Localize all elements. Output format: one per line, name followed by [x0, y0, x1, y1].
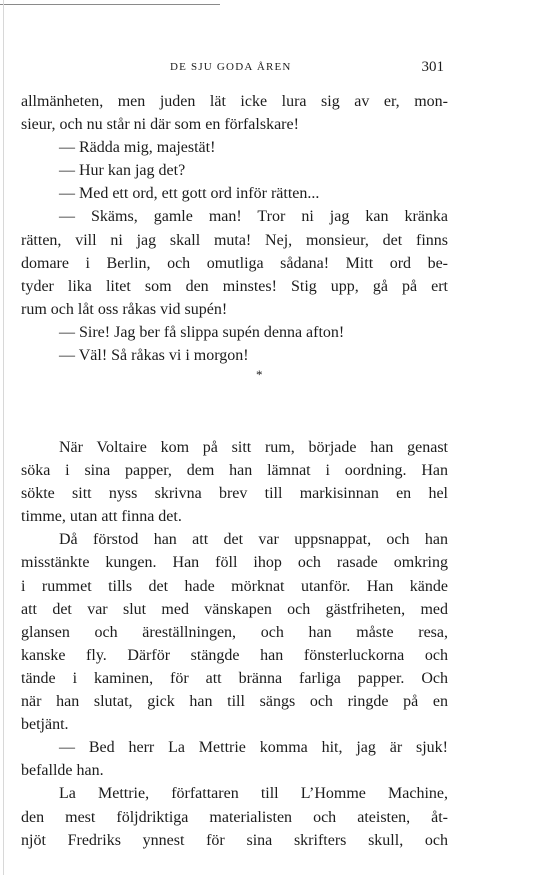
text-line: — Med ett ord, ett gott ord inför rätten... [59, 185, 320, 203]
text-line: Då förstod han att det var uppsnappat, och han [59, 531, 448, 549]
scan-left-edge [3, 0, 4, 875]
text-line: den mest följdriktiga materialisten och ateisten, åt- [21, 808, 448, 826]
text-line: — Sire! Jag ber få slippa supén denna afton! [59, 323, 345, 341]
text-line: sieur, och nu står ni där som en förfalskare! [21, 116, 299, 134]
text-line: — Rädda mig, majestät! [59, 139, 216, 157]
running-header [0, 61, 536, 81]
text-line: allmänheten, men juden lät icke lura sig av er, mon- [21, 93, 448, 110]
text-line: — Väl! Så råkas vi i morgon! [59, 347, 249, 365]
text-line: tyder lika litet som den minstes! Stig upp, gå på ert [21, 277, 448, 295]
scan-top-rule [0, 4, 220, 5]
text-line: glansen och äreställningen, och han måste resa, [21, 623, 448, 641]
narrative-section [21, 436, 448, 852]
text-line: när han slutat, gick han till sängs och ringde på en [21, 693, 448, 711]
text-line: — Bed herr La Mettrie komma hit, jag är sjuk! [59, 739, 448, 757]
text-line: rätten, vill ni jag skall muta! Nej, monsieur, det finns [21, 231, 448, 249]
text-line: att det var slut med vänskapen och gästfriheten, med [21, 600, 448, 618]
text-line: sökte sitt nyss skrivna brev till markisinnan en hel [21, 485, 448, 503]
text-line: La Mettrie, författaren till L’Homme Machine, [59, 785, 448, 803]
text-line: befallde han. [21, 762, 104, 780]
text-line: betjänt. [21, 716, 69, 734]
dialogue-section [21, 90, 448, 367]
text-line: tände i kaminen, för att bränna farliga papper. Och [21, 669, 448, 687]
text-line: — Skäms, gamle man! Tror ni jag kan kränka [59, 208, 448, 226]
section-break-asterism: * [256, 367, 263, 382]
text-line: — Hur kan jag det? [59, 162, 186, 180]
text-line: domare i Berlin, och omutliga sådana! Mitt ord be- [21, 254, 448, 272]
text-line: kanske fly. Därför stängde han fönsterluckorna och [21, 646, 448, 664]
running-title: DE SJU GODA ÅREN [170, 61, 292, 73]
text-line: i rummet tills det hade mörknat utanför. Han kände [21, 577, 448, 595]
text-line: njöt Fredriks ynnest för sina skrifters skull, och [21, 831, 448, 849]
page-number: 301 [421, 59, 444, 75]
text-line: rum och låt oss råkas vid supén! [21, 300, 228, 318]
text-line: söka i sina papper, dem han lämnat i oordning. Han [21, 462, 448, 480]
text-line: timme, utan att finna det. [21, 508, 182, 526]
text-line: misstänkte kungen. Han föll ihop och rasade omkring [21, 554, 448, 572]
text-line: När Voltaire kom på sitt rum, började han genast [59, 439, 448, 456]
